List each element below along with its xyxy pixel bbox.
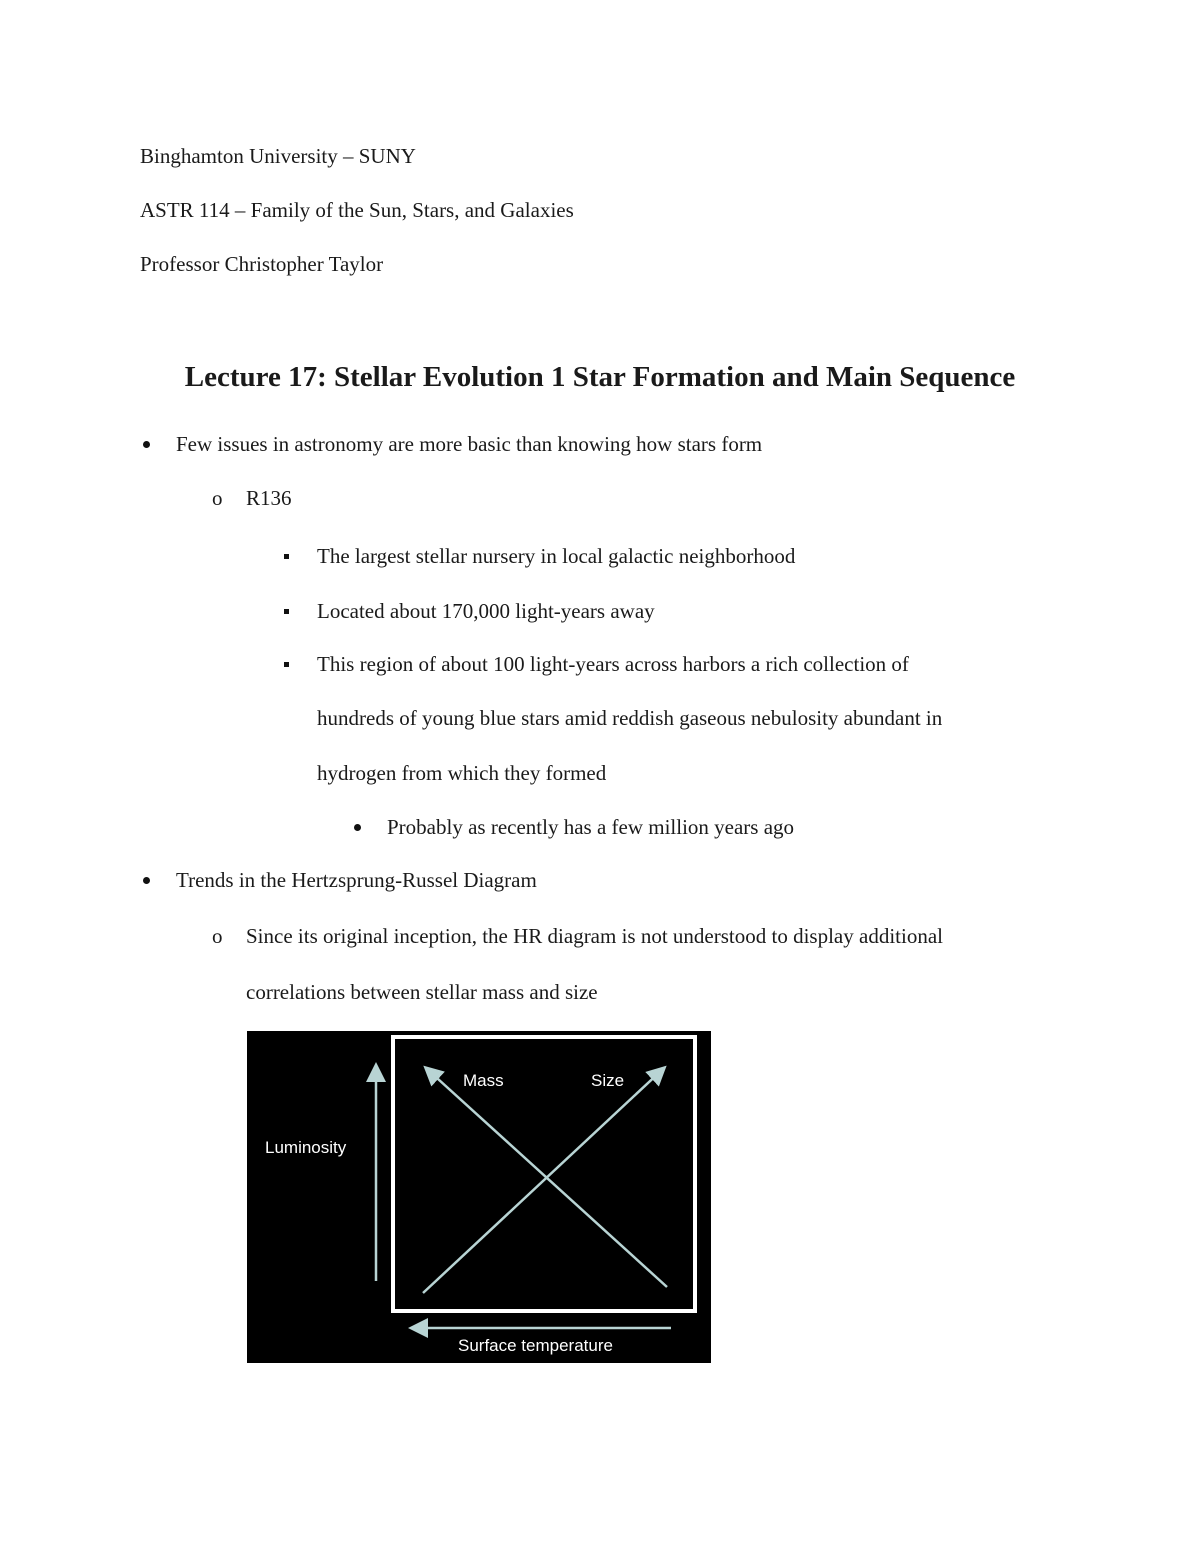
professor-name: Professor Christopher Taylor: [140, 252, 384, 276]
bullet-square: [284, 554, 289, 559]
luminosity-label: Luminosity: [265, 1138, 347, 1157]
bullet-2-sub-text: Since its original inception, the HR diagram is not understood to display additional: [246, 924, 943, 948]
bullet-1-sub-item: Located about 170,000 light-years away: [317, 599, 655, 623]
hr-diagram-svg: [247, 1031, 711, 1363]
bullet-1-sub-item-cont: hundreds of young blue stars amid reddish gaseous nebulosity abundant in: [317, 706, 943, 730]
university-name: Binghamton University – SUNY: [140, 144, 416, 168]
bullet-1-sub-item-cont: hydrogen from which they formed: [317, 761, 607, 785]
bullet-disc: [354, 824, 361, 831]
bullet-1-sub-item: This region of about 100 light-years across harbors a rich collection of: [317, 652, 909, 676]
bullet-circle: o: [212, 924, 223, 948]
bullet-square: [284, 609, 289, 614]
bullet-circle: o: [212, 486, 223, 510]
size-arrow: [423, 1069, 663, 1293]
bullet-1-sub-sub-text: Probably as recently has a few million years ago: [387, 815, 795, 839]
mass-label: Mass: [463, 1071, 504, 1090]
bullet-2-text: Trends in the Hertzsprung-Russel Diagram: [176, 868, 537, 892]
bullet-square: [284, 662, 289, 667]
hr-diagram-figure: [247, 1031, 711, 1363]
bullet-disc: [143, 877, 150, 884]
surface-temperature-label: Surface temperature: [458, 1336, 613, 1355]
course-title: ASTR 114 – Family of the Sun, Stars, and Galaxies: [140, 198, 574, 222]
bullet-1-text: Few issues in astronomy are more basic than knowing how stars form: [176, 432, 763, 456]
bullet-2-sub-text-cont: correlations between stellar mass and size: [246, 980, 598, 1004]
bullet-1-sub-item: The largest stellar nursery in local galactic neighborhood: [317, 544, 796, 568]
lecture-title: Lecture 17: Stellar Evolution 1 Star Formation and Main Sequence: [184, 361, 1016, 393]
bullet-1-sub-text: R136: [246, 486, 292, 510]
bullet-disc: [143, 441, 150, 448]
size-label: Size: [591, 1071, 625, 1090]
